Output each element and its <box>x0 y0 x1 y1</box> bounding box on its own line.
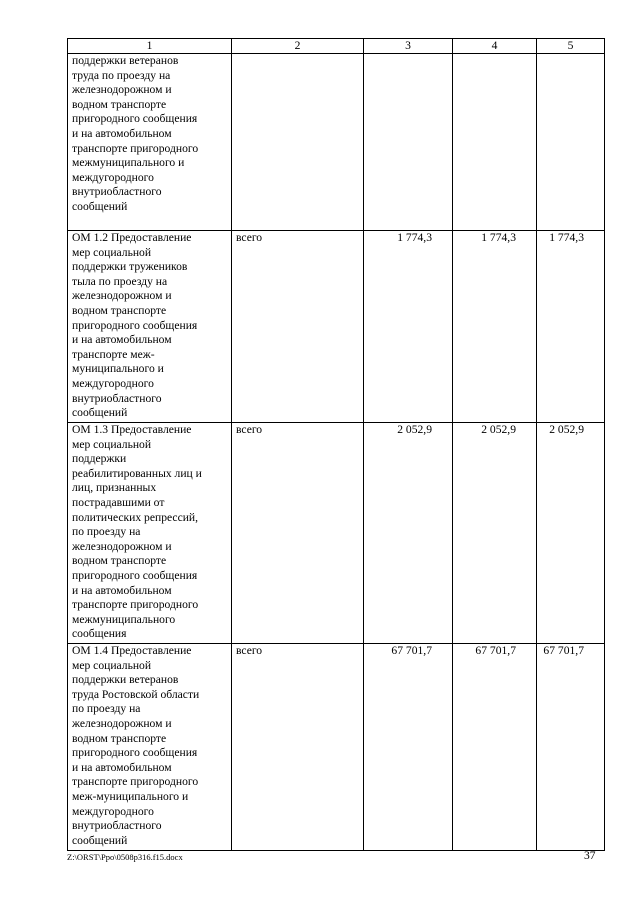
funding-source-cell: всего <box>232 231 364 423</box>
value-cell: 2 052,9 <box>537 423 605 644</box>
column-header: 1 <box>68 39 232 54</box>
value-cell: 67 701,7 <box>364 644 453 851</box>
column-header: 5 <box>537 39 605 54</box>
measure-name-cell: ОМ 1.4 Предоставление мер социальной поддержки ветеранов труда Ростовской области по проезду на железнодорожном и водном транспорте пригородного сообщения и на автомобильном транспорте пригородного меж-муниципального и междугородного внутриобластного сообщений <box>68 644 232 851</box>
value-cell: 2 052,9 <box>364 423 453 644</box>
funding-source-cell: всего <box>232 644 364 851</box>
value-cell: 67 701,7 <box>537 644 605 851</box>
measure-name-cell: ОМ 1.2 Предоставление мер социальной поддержки тружеников тыла по проезду на железнодорожном и водном транспорте пригородного сообщения и на автомобильном транспорте меж- муниципального и междугородного внутриобластного сообщений <box>68 231 232 423</box>
value-cell: 1 774,3 <box>537 231 605 423</box>
funding-source-cell: всего <box>232 423 364 644</box>
value-cell: 1 774,3 <box>453 231 537 423</box>
value-cell: 67 701,7 <box>453 644 537 851</box>
value-cell <box>537 54 605 231</box>
table-row <box>68 644 605 851</box>
measure-name-cell: поддержки ветеранов труда по проезду на железнодорожном и водном транспорте пригородного сообщения и на автомобильном транспорте пригородного межмуниципального и междугородного внутриобластного сообщений <box>68 54 232 231</box>
table-header-row <box>68 39 605 54</box>
value-cell <box>453 54 537 231</box>
budget-table <box>67 38 605 851</box>
table-row <box>68 54 605 231</box>
column-header: 2 <box>232 39 364 54</box>
measure-name-cell: ОМ 1.3 Предоставление мер социальной поддержки реабилитированных лиц и лиц, признанных пострадавшими от политических репрессий, по проезду на железнодорожном и водном транспорте пригородного сообщения и на автомобильном транспорте пригородного межмуниципального сообщения <box>68 423 232 644</box>
page-number: 37 <box>584 850 596 862</box>
value-cell: 2 052,9 <box>453 423 537 644</box>
funding-source-cell <box>232 54 364 231</box>
value-cell: 1 774,3 <box>364 231 453 423</box>
footer-file-path: Z:\ORST\Ppo\0508p316.f15.docx <box>67 852 183 862</box>
value-cell <box>364 54 453 231</box>
table-row <box>68 231 605 423</box>
column-header: 3 <box>364 39 453 54</box>
column-header: 4 <box>453 39 537 54</box>
table-row <box>68 423 605 644</box>
